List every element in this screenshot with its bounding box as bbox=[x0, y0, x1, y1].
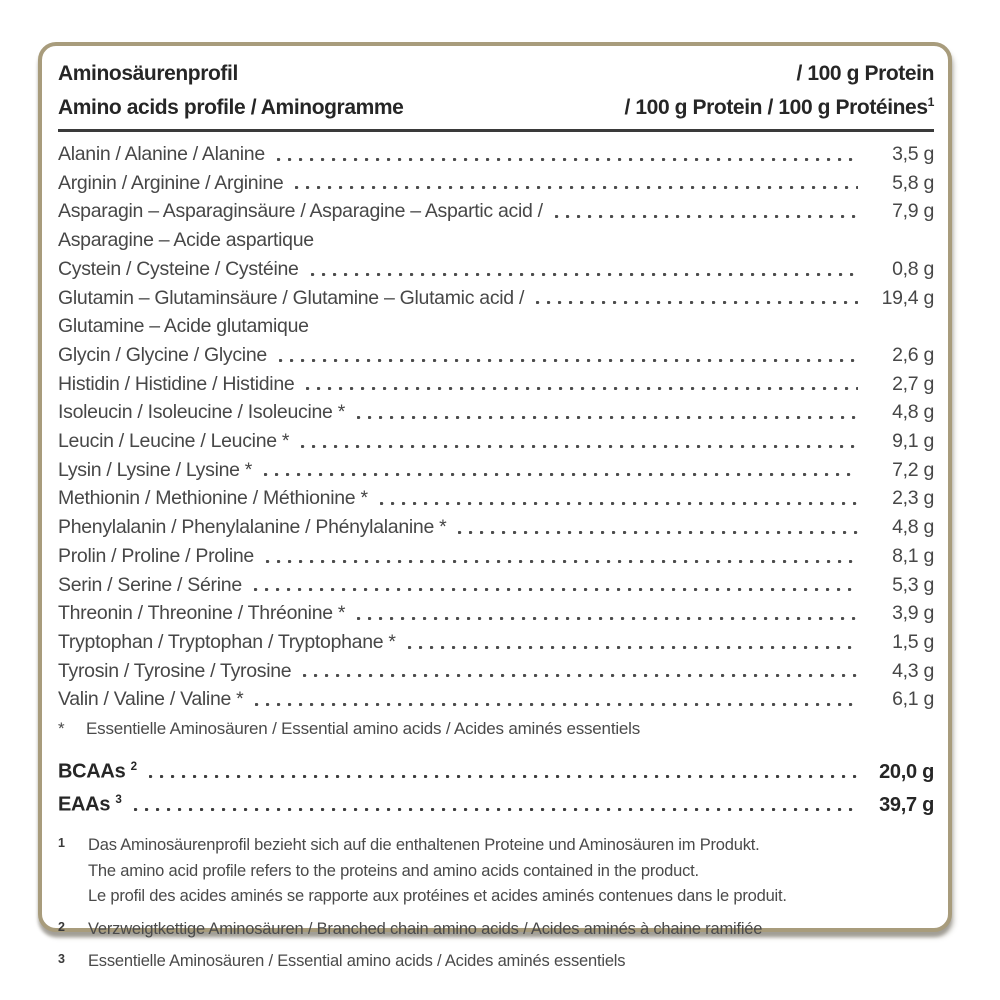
table-row bbox=[58, 456, 934, 485]
table-row-main-line bbox=[58, 197, 934, 226]
amino-acid-name: Isoleucin / Isoleucine / Isoleucine * bbox=[58, 401, 345, 424]
footnote-text bbox=[88, 833, 934, 910]
total-row-main-line bbox=[58, 786, 934, 819]
title-german: Aminosäurenprofil bbox=[58, 62, 238, 85]
amino-acid-name: Arginin / Arginine / Arginine bbox=[58, 171, 284, 194]
table-row-main-line bbox=[58, 140, 934, 169]
table-row-main-line bbox=[58, 341, 934, 370]
amino-acid-value: 5,8 g bbox=[892, 171, 934, 194]
dot-leader bbox=[264, 473, 858, 476]
asterisk-marker: * bbox=[58, 719, 65, 739]
dot-leader bbox=[380, 502, 858, 505]
total-label: BCAAs $^2$ bbox=[58, 760, 137, 783]
total-row-main-line bbox=[58, 753, 934, 786]
amino-acid-name: Threonin / Threonine / Thréonine * bbox=[58, 602, 346, 625]
amino-acid-value: 2,6 g bbox=[892, 343, 934, 366]
amino-acid-name: Methionin / Methionine / Méthionine * bbox=[58, 487, 368, 510]
header-divider bbox=[58, 129, 934, 132]
amino-acid-value: 3,5 g bbox=[892, 143, 934, 165]
table-row bbox=[58, 571, 934, 600]
amino-acid-name: Glutamin – Glutaminsäure / Glutamine – Glutamic acid / bbox=[58, 286, 525, 309]
amino-acid-value: 4,8 g bbox=[892, 516, 934, 539]
title-english-french: Amino acids profile / Aminogramme bbox=[58, 96, 404, 119]
amino-table bbox=[58, 140, 934, 714]
dot-leader bbox=[536, 301, 858, 304]
footnote-text bbox=[88, 917, 934, 943]
footnote-line: Essentielle Aminosäuren / Essential amino acids / Acides aminés essentiels bbox=[88, 952, 626, 971]
total-row bbox=[58, 753, 934, 786]
footnote-text bbox=[88, 949, 934, 975]
amino-acid-name: Alanin / Alanine / Alanine bbox=[58, 143, 265, 165]
table-row-main-line bbox=[58, 685, 934, 714]
dot-leader bbox=[279, 359, 858, 362]
table-row-main-line bbox=[58, 484, 934, 513]
total-value: 39,7 g bbox=[879, 793, 934, 816]
amino-acid-name: Valin / Valine / Valine * bbox=[58, 688, 244, 711]
dot-leader bbox=[311, 273, 858, 276]
dot-leader bbox=[149, 775, 858, 778]
footnote-marker: 2 bbox=[58, 919, 65, 934]
dot-leader bbox=[555, 215, 858, 218]
table-row bbox=[58, 197, 934, 254]
amino-acid-name: Histidin / Histidine / Histidine bbox=[58, 372, 295, 395]
footnote-ref: 3 bbox=[115, 793, 122, 807]
amino-acid-value: 7,9 g bbox=[892, 200, 934, 223]
dot-leader bbox=[255, 703, 858, 706]
amino-acid-value: 2,7 g bbox=[892, 372, 934, 395]
amino-acid-name: Leucin / Leucine / Leucine * bbox=[58, 430, 290, 453]
footnotes-section bbox=[58, 833, 934, 975]
table-row-main-line bbox=[58, 284, 934, 313]
table-row-main-line bbox=[58, 657, 934, 686]
table-row bbox=[58, 169, 934, 198]
amino-acid-name: Tyrosin / Tyrosine / Tyrosine bbox=[58, 659, 292, 682]
table-row bbox=[58, 398, 934, 427]
dot-leader bbox=[357, 617, 858, 620]
dot-leader bbox=[306, 387, 858, 390]
total-label: EAAs $^3$ bbox=[58, 793, 122, 816]
amino-acid-name: Tryptophan / Tryptophan / Tryptophane * bbox=[58, 630, 396, 653]
table-row-main-line bbox=[58, 169, 934, 198]
footnote bbox=[58, 917, 934, 943]
amino-acid-name: Prolin / Proline / Proline bbox=[58, 544, 254, 567]
per-100g-protein-right-2: / 100 g Protein / 100 g Protéines$^1$ bbox=[624, 95, 934, 119]
footnote-line: Das Aminosäurenprofil bezieht sich auf die enthaltenen Proteine und Aminosäuren im Produkt. bbox=[88, 836, 760, 855]
dot-leader bbox=[301, 445, 858, 448]
table-row bbox=[58, 427, 934, 456]
per-100g-protein-right-1: / 100 g Protein bbox=[796, 62, 934, 85]
amino-acid-value: 2,3 g bbox=[892, 487, 934, 510]
header-line-1 bbox=[58, 60, 934, 88]
amino-acid-name: Glycin / Glycine / Glycine bbox=[58, 343, 267, 366]
dot-leader bbox=[266, 560, 858, 563]
table-row-main-line bbox=[58, 398, 934, 427]
table-row-main-line bbox=[58, 456, 934, 485]
panel-header bbox=[58, 60, 934, 132]
amino-acid-name: Phenylalanin / Phenylalanine / Phénylalanine * bbox=[58, 516, 447, 539]
table-row bbox=[58, 685, 934, 714]
table-row-main-line bbox=[58, 599, 934, 628]
footnote-ref: 2 bbox=[130, 760, 137, 774]
amino-acid-value: 4,3 g bbox=[892, 659, 934, 682]
dot-leader bbox=[357, 416, 858, 419]
table-row bbox=[58, 657, 934, 686]
table-row-main-line bbox=[58, 513, 934, 542]
amino-acid-name: Asparagin – Asparaginsäure / Asparagine – Aspartic acid / bbox=[58, 200, 543, 223]
dot-leader bbox=[254, 588, 858, 591]
table-row-main-line bbox=[58, 427, 934, 456]
footnote-ref-1: 1 bbox=[927, 95, 934, 109]
dot-leader bbox=[458, 531, 858, 534]
amino-profile-panel bbox=[38, 42, 952, 971]
amino-acid-value: 4,8 g bbox=[892, 401, 934, 424]
amino-acid-name: Serin / Serine / Sérine bbox=[58, 573, 242, 596]
footnote-line: Le profil des acides aminés se rapporte aux protéines et acides aminés contenues dans le produit. bbox=[88, 887, 787, 906]
table-row-main-line bbox=[58, 542, 934, 571]
footnote-marker: 1 bbox=[58, 836, 65, 851]
table-row-main-line bbox=[58, 628, 934, 657]
amino-acid-value: 0,8 g bbox=[892, 257, 934, 280]
essential-note-text: Essentielle Aminosäuren / Essential amino acids / Acides aminés essentiels bbox=[86, 719, 641, 739]
table-row bbox=[58, 484, 934, 513]
amino-acid-value: 3,9 g bbox=[892, 602, 934, 625]
amino-acid-value: 8,1 g bbox=[892, 544, 934, 567]
footnote-line: Verzweigtkettige Aminosäuren / Branched chain amino acids / Acides aminés à chaine ramifiée bbox=[88, 919, 763, 938]
table-row bbox=[58, 284, 934, 341]
table-row bbox=[58, 370, 934, 399]
amino-acid-value: 7,2 g bbox=[892, 458, 934, 481]
amino-acid-name: Cystein / Cysteine / Cystéine bbox=[58, 257, 299, 280]
amino-acid-value: 5,3 g bbox=[892, 573, 934, 596]
amino-acid-value: 6,1 g bbox=[892, 688, 934, 711]
amino-acid-value: 19,4 g bbox=[881, 286, 934, 309]
amino-acid-name-line2: Glutamine – Acide glutamique bbox=[58, 315, 309, 338]
dot-leader bbox=[277, 158, 858, 161]
dot-leader bbox=[295, 186, 858, 189]
totals-section bbox=[58, 753, 934, 819]
amino-acid-name: Lysin / Lysine / Lysine * bbox=[58, 458, 253, 481]
header-line-2 bbox=[58, 88, 934, 122]
table-row bbox=[58, 140, 934, 169]
footnote bbox=[58, 949, 934, 975]
essential-amino-note bbox=[58, 717, 934, 741]
total-value: 20,0 g bbox=[879, 760, 934, 783]
amino-acid-name-line2: Asparagine – Acide aspartique bbox=[58, 229, 314, 252]
footnote-marker: 3 bbox=[58, 952, 65, 967]
table-row-main-line bbox=[58, 370, 934, 399]
footnote-line: The amino acid profile refers to the proteins and amino acids contained in the product. bbox=[88, 861, 699, 880]
total-row bbox=[58, 786, 934, 819]
dot-leader bbox=[303, 674, 858, 677]
dot-leader bbox=[134, 808, 858, 811]
table-row bbox=[58, 255, 934, 284]
amino-acid-value: 9,1 g bbox=[892, 430, 934, 453]
table-row-main-line bbox=[58, 255, 934, 284]
table-row bbox=[58, 513, 934, 542]
table-row-main-line bbox=[58, 571, 934, 600]
footnote bbox=[58, 833, 934, 910]
amino-acid-value: 1,5 g bbox=[892, 630, 934, 653]
table-row bbox=[58, 599, 934, 628]
dot-leader bbox=[408, 646, 858, 649]
table-row bbox=[58, 628, 934, 657]
table-row bbox=[58, 341, 934, 370]
table-row bbox=[58, 542, 934, 571]
